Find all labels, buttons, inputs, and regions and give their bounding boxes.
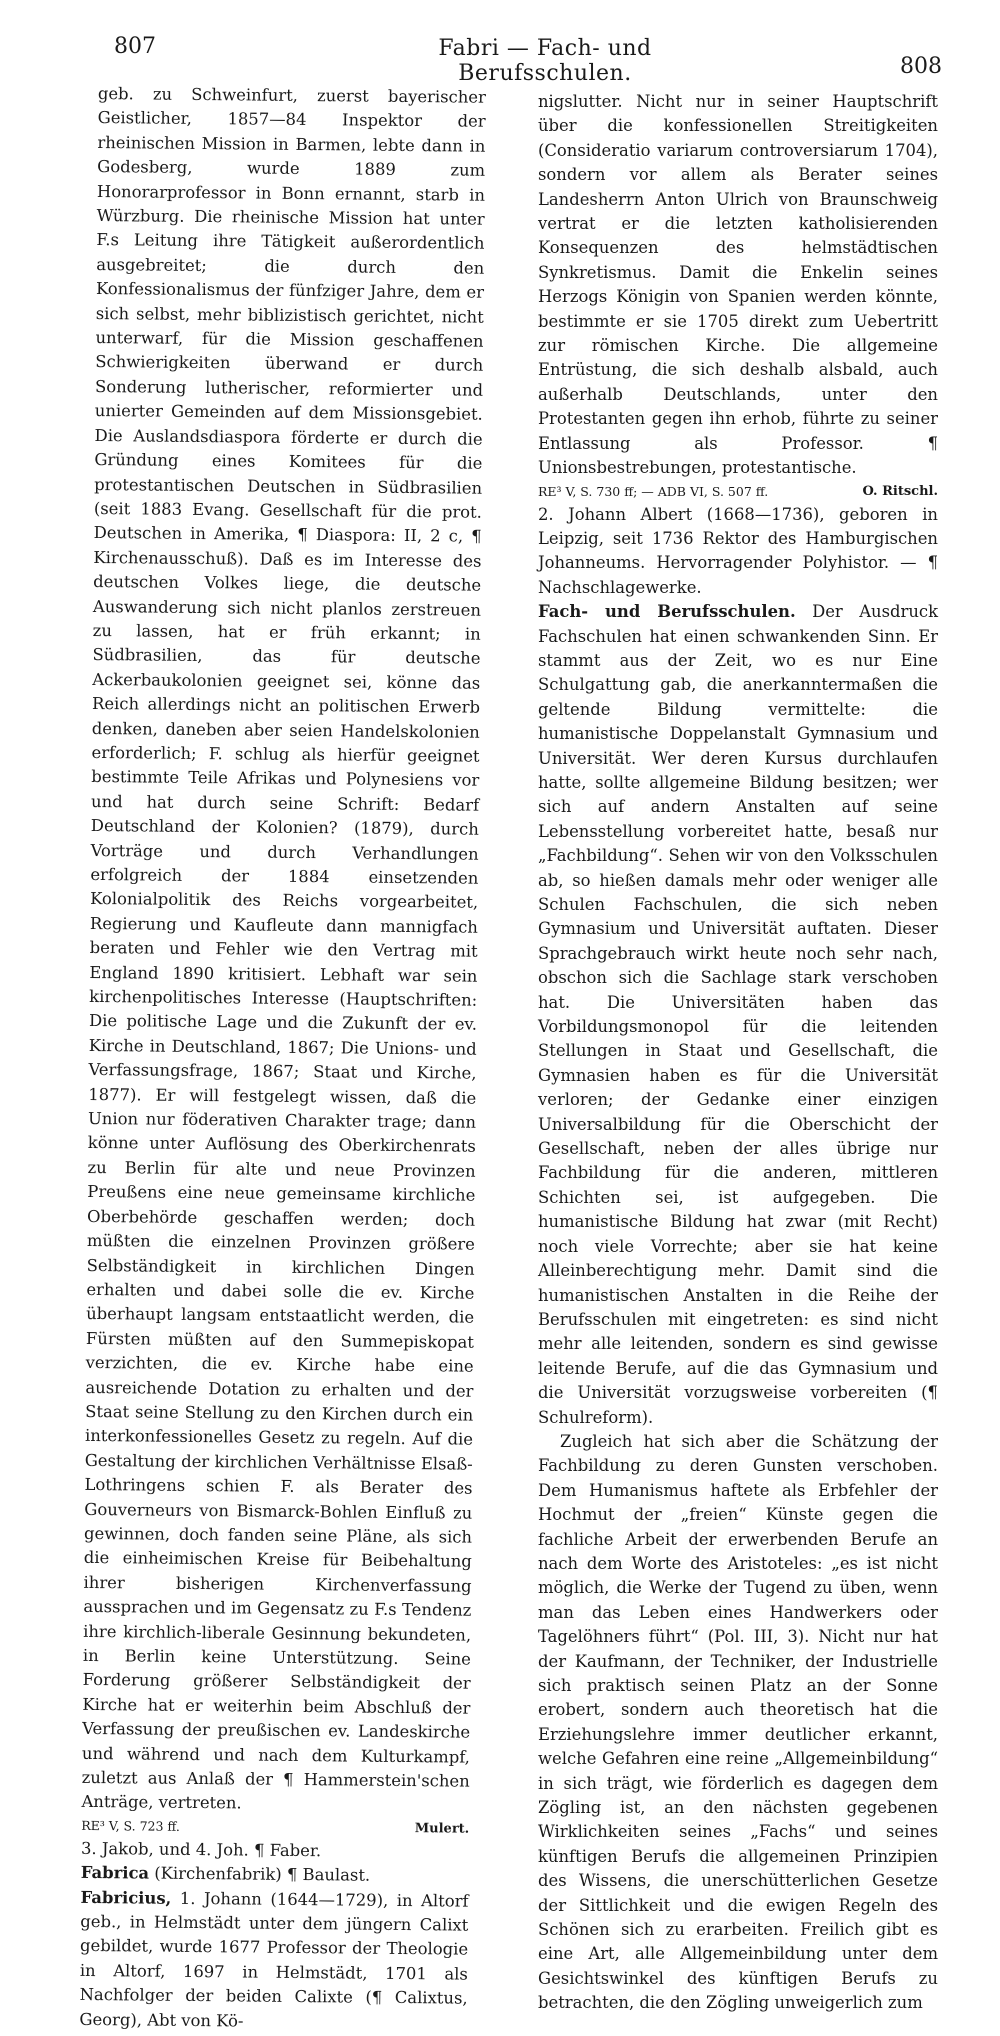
- entry-text: Der Ausdruck Fachschulen hat einen schwankenden Sinn. Er stammt aus der Zeit, wo es nur Eine Schulgattung gab, die anerkanntermaßen die geltende Bildung vermittelte: die humanistische Doppelanstalt Gymnasium und Universität. Wer deren Kursus durchlaufen hatte, sollte allgemeine Bildung besitzen; wer sich auf andern Anstalten auf seine Lebensstellung vorbereitet hatte, besaß nur „Fachbildung“. Sehen wir von den Volksschulen ab, so hießen damals mehr oder weniger alle Schulen Fachschulen, die sich neben Gymnasium und Universität auftaten. Dieser Sprachgebrauch wirkt heute noch sehr nach, obschon sich die Sachlage stark verschoben hat. Die Universitäten haben das Vorbildungsmonopol für die leitenden Stellungen in Staat und Gesellschaft, die Gymnasien haben es für die Universität verloren; der Gedanke einer einzigen Universalbildung für die Oberschicht der Gesellschaft, neben der alles übrige nur Fachbildung für die anderen, mittleren Schichten sei, ist aufgegeben. Die humanistische Bildung hat zwar (mit Recht) noch viele Vorrechte; aber sie hat keine Alleinberechtigung mehr. Damit sind die humanistischen Anstalten in die Reihe der Berufsschulen mit eingetreten: es sind nicht mehr alle leitenden, sondern es sind gewisse leitende Berufe, auf die das Gymnasium und die Universität vorzugsweise vorbereiten (¶ Schulreform).: [538, 602, 938, 1427]
- headword: Fach- und Berufsschulen.: [538, 602, 796, 622]
- left-column: [79, 82, 486, 2036]
- entry-jakob-johann: 3. Jakob, und 4. Joh. ¶ Faber.: [80, 1838, 322, 1861]
- entry-fabricius-cont: nigslutter. Nicht nur in seiner Hauptschrift über die konfessionellen Streitigkeiten (Consideratio variarum controversiarum 1704), sondern vor allem als Berater seines Landesherrn Anton Ulrich von Braunschweig vertrat er die letzten katholisierenden Konsequenzen des helmstädtischen Synkretismus. Damit die Enkelin seines Herzogs Königin von Spanien werden könnte, bestimmte er sie 1705 direkt zum Uebertritt zur römischen Kirche. Die allgemeine Entrüstung, die sich deshalb alsbald, auch außerhalb Deutschlands, unter den Protestanten gegen ihn erhob, führte zu seiner Entlassung als Professor. ¶ Unionsbestrebungen, protestantische.: [538, 92, 938, 478]
- entry-fabricius: [79, 1886, 468, 2036]
- entry-fabrica: [81, 1861, 469, 1889]
- right-column: [538, 90, 938, 2016]
- reference-text: RE³ V, S. 723 ff.: [81, 1817, 180, 1834]
- entry-fach-und-berufsschulen: [538, 600, 938, 1430]
- page-number-left: 807: [114, 34, 156, 59]
- entry-fabri-text: geb. zu Schweinfurt, zuerst bayerischer Geistlicher, 1857—84 Inspektor der rheinischen Mission in Barmen, lebte dann in Godesberg, wurde 1889 zum Honorarprofessor in Bonn ernannt, starb in Würzburg. Die rheinische Mission hat unter F.s Leitung ihre Tätigkeit außerordentlich ausgebreitet; die durch den Konfessionalismus der fünfziger Jahre, dem er sich selbst, mehr biblizistisch gerichtet, nicht unterwarf, für die Mission geschaffenen Schwierigkeiten überwand er durch Sonderung lutherischer, reformierter und unierter Gemeinden auf dem Missionsgebiet. Die Auslandsdiaspora förderte er durch die Gründung eines Komitees für die protestantischen Deutschen in Südbrasilien (seit 1883 Evang. Gesellschaft für die prot. Deutschen in Amerika, ¶ Diaspora: II, 2 c, ¶ Kirchenausschuß). Daß es im Interesse des deutschen Volkes liege, die deutsche Auswanderung sich nicht planlos zerstreuen zu lassen, hat er früh erkannt; in Südbrasilien, das für deutsche Ackerbaukolonien geeignet sei, könne das Reich allerdings nicht an politischen Erwerb denken, daneben aber seien Handelskolonien erforderlich; F. schlug als hierfür geeignet bestimmte Teile Afrikas und Polynesiens vor und hat durch seine Schrift: Bedarf Deutschland der Kolonien? (1879), durch Vorträge und durch Verhandlungen erfolgreich der 1884 einsetzenden Kolonialpolitik des Reichs vorgearbeitet, Regierung und Kaufleute dann mannigfach beraten und Fehler wie den Vertrag mit England 1890 kritisiert. Lebhaft war sein kirchenpolitisches Interesse (Hauptschriften: Die politische Lage und die Zukunft der ev. Kirche in Deutschland, 1867; Die Unions- und Verfassungsfrage, 1867; Staat und Kirche, 1877). Er will festgelegt wissen, daß die Union nur föderativen Charakter trage; dann könne unter Auflösung des Oberkirchenrats zu Berlin für alte und neue Provinzen Preußens eine neue gemeinsame kirchliche Oberbehörde geschaffen werden; doch müßten die einzelnen Provinzen größere Selbständigkeit in kirchlichen Dingen erhalten und dabei solle die ev. Kirche überhaupt langsam entstaatlicht werden, die Fürsten müßten auf den Summepiskopat verzichten, die ev. Kirche habe eine ausreichende Dotation zu erhalten und der Staat seine Stellung zu den Kirchen durch ein interkonfessionelles Gesetz zu regeln. Auf die Gestaltung der kirchlichen Verhältnisse Elsaß-Lothringens schien F. als Berater des Gouverneurs von Bismarck-Bohlen Einfluß zu gewinnen, doch fanden seine Pläne, als sich die einheimischen Kreise für Beibehaltung ihrer bisherigen Kirchenverfassung aussprachen und im Gegensatz zu F.s Tendenz ihre kirchlich-liberale Gesinnung bekundeten, in Berlin keine Unterstützung. Seine Forderung größerer Selbständigkeit der Kirche hat er weiterhin beim Abschluß der Verfassung der preußischen ev. Landeskirche und während und nach dem Kulturkampf, zuletzt aus Anlaß der ¶ Hammerstein'schen Anträge, vertreten.: [81, 83, 486, 1813]
- author-signature: O. Ritschl.: [862, 483, 938, 499]
- headword: Fabricius,: [80, 1887, 172, 1908]
- entry-johann-albert: 2. Johann Albert (1668—1736), geboren in Leipzig, seit 1736 Rektor des Hamburgischen Johanneums. Hervorragender Polyhistor. — ¶ Nachschlagewerke.: [538, 504, 938, 597]
- page-number-right: 808: [900, 54, 942, 79]
- reference-line: [538, 481, 938, 503]
- reference-text: RE³ V, S. 730 ff; — ADB VI, S. 507 ff.: [538, 483, 769, 499]
- entry-text: 1. Johann (1644—1729), in Altorf geb., in Helmstädt unter dem jüngern Calixt gebildet, wurde 1677 Professor der Theologie in Altorf, 1697 in Helmstädt, 1701 als Nachfolger der beiden Calixte (¶ Calixtus, Georg), Abt von Kö-: [79, 1888, 469, 2031]
- entry-continuation: Zugleich hat sich aber die Schätzung der Fachbildung zu deren Gunsten verschoben. Dem Humanismus haftete als Erbfehler der Hochmut der „freien“ Künste gegen die fachliche Arbeit der erwerbenden Berufe an nach dem Worte des Aristoteles: „es ist nicht möglich, die Werke der Tugend zu üben, wenn man das Leben eines Handwerkers oder Tagelöhners führt“ (Pol. III, 3). Nicht nur hat der Kaufmann, der Techniker, der Industrielle sich praktisch seinen Platz an der Sonne erobert, sondern auch theoretisch hat die Erziehungslehre immer deutlicher erkannt, welche Gefahren eine reine „Allgemeinbildung“ in sich trägt, wie förderlich es dagegen dem Zögling ist, an den nächsten gegebenen Wirklichkeiten seines „Fachs“ und seines künftigen Berufs die allgemeinen Prinzipien des Wissens, die unerschütterlichen Gesetze der Sittlichkeit und die ewigen Regeln des Schönen sich zu erarbeiten. Freilich gibt es eine Art, alle Allgemeinbildung unter dem Gesichtswinkel des künftigen Berufs zu betrachten, die den Zögling unweigerlich zum: [538, 1431, 938, 2013]
- headword: Fabrica: [80, 1863, 150, 1883]
- author-signature: Mulert.: [414, 1820, 470, 1837]
- running-title: Fabri — Fach- und Berufsschulen.: [438, 36, 652, 86]
- entry-text: (Kirchenfabrik) ¶ Baulast.: [149, 1863, 371, 1885]
